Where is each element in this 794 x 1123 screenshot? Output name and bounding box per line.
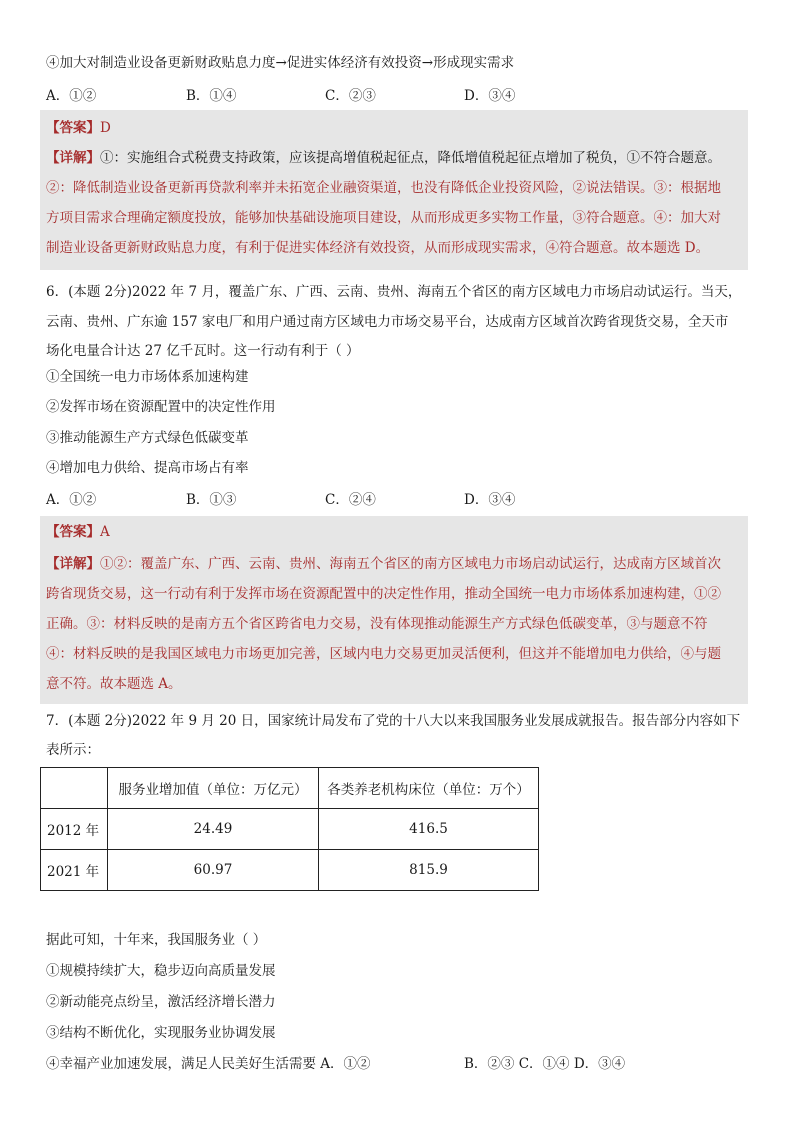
q5-detail-tag: 【详解】 (46, 150, 100, 166)
q6-answer-tag: 【答案】 (46, 524, 100, 540)
q6-detail-line-5: 意不符。故本题选 A。 (46, 676, 182, 692)
table-cell: 815.9 (319, 850, 539, 891)
q7-stem-line-2: 表所示： (46, 742, 100, 758)
q5-answer-box (40, 110, 748, 270)
q6-option-a: A．①② (46, 492, 97, 508)
q5-answer: D (100, 120, 111, 136)
q6-answer-box (40, 516, 748, 704)
table-cell: 24.49 (108, 809, 319, 850)
q7-stem-line-1: 7．(本题 2分)2022 年 9 月 20 日，国家统计局发布了党的十八大以来我国服务业发展成就报告。报告部分内容如下 (46, 713, 741, 729)
q5-detail-line-4: 制造业设备更新财政贴息力度，有利于促进实体经济有效投资，从而形成现实需求，④符合题意。故本题选 D。 (46, 240, 710, 256)
q7-item-4: ④幸福产业加速发展，满足人民美好生活需要 A．①② (46, 1056, 371, 1072)
q5-item-4: ④加大对制造业设备更新财政贴息力度→促进实体经济有效投资→形成现实需求 (46, 55, 515, 71)
q7-item-2: ②新动能亮点纷呈，激活经济增长潜力 (46, 994, 276, 1010)
q6-option-c: C．②④ (325, 492, 376, 508)
table-cell: 416.5 (319, 809, 539, 850)
table-header-cell: 各类养老机构床位（单位：万个） (319, 768, 539, 809)
q5-detail-line-2: ②：降低制造业设备更新再贷款利率并未拓宽企业融资渠道，也没有降低企业投资风险，②说法错误。③：根据地 (46, 180, 721, 196)
q5-detail-line-1 (46, 148, 721, 168)
q5-option-c: C．②③ (325, 88, 376, 104)
q7-item-3: ③结构不断优化，实现服务业协调发展 (46, 1025, 276, 1041)
table-row (41, 850, 539, 891)
q5-option-d: D．③④ (464, 88, 516, 104)
q6-stem-line-3: 场化电量合计达 27 亿千瓦时。这一行动有利于（ ） (46, 343, 360, 359)
q6-answer-line (46, 522, 110, 542)
q5-option-a: A．①② (46, 88, 97, 104)
q6-detail-line-3: 正确。③：材料反映的是南方五个省区跨省电力交易，没有体现推动能源生产方式绿色低碳变革，③与题意不符 (46, 616, 708, 632)
table-header-row (41, 768, 539, 809)
q6-item-3: ③推动能源生产方式绿色低碳变革 (46, 430, 249, 446)
q7-item-1: ①规模持续扩大，稳步迈向高质量发展 (46, 963, 276, 979)
q6-stem-line-1: 6．(本题 2分)2022 年 7 月，覆盖广东、广西、云南、贵州、海南五个省区的南方区域电力市场启动试运行。当天， (46, 284, 742, 300)
q6-detail-text-1: ①②：覆盖广东、广西、云南、贵州、海南五个省区的南方区域电力市场启动试运行，达成南方区域首次 (100, 556, 721, 572)
q5-answer-tag: 【答案】 (46, 120, 100, 136)
table-header-cell (41, 768, 108, 809)
q6-detail-line-1 (46, 554, 721, 574)
q5-option-b: B．①④ (186, 88, 237, 104)
table-header-cell: 服务业增加值（单位：万亿元） (108, 768, 319, 809)
q6-option-b: B．①③ (186, 492, 237, 508)
q7-question: 据此可知，十年来，我国服务业（ ） (46, 932, 267, 948)
q7-data-table (40, 767, 539, 891)
q6-detail-line-4: ④：材料反映的是我国区域电力市场更加完善，区域内电力交易更加灵活便利，但这并不能增加电力供给，④与题 (46, 646, 721, 662)
q6-answer: A (100, 524, 110, 540)
q6-item-1: ①全国统一电力市场体系加速构建 (46, 369, 249, 385)
table-cell: 2021 年 (41, 850, 108, 891)
q6-item-4: ④增加电力供给、提高市场占有率 (46, 460, 249, 476)
table-cell: 2012 年 (41, 809, 108, 850)
q6-detail-line-2: 跨省现货交易，这一行动有利于发挥市场在资源配置中的决定性作用，推动全国统一电力市场体系加速构建，①② (46, 586, 721, 602)
q7-trailing-options: B．②③ C．①④ D．③④ (464, 1056, 626, 1072)
table-cell: 60.97 (108, 850, 319, 891)
q6-option-d: D．③④ (464, 492, 516, 508)
q6-stem-line-2: 云南、贵州、广东逾 157 家电厂和用户通过南方区域电力市场交易平台，达成南方区域首次跨省现货交易，全天市 (46, 314, 729, 330)
q5-answer-line (46, 118, 111, 138)
q6-detail-tag: 【详解】 (46, 556, 100, 572)
q6-item-2: ②发挥市场在资源配置中的决定性作用 (46, 399, 276, 415)
q5-detail-line-3: 方项目需求合理确定额度投放，能够加快基础设施项目建设，从而形成更多实物工作量，③符合题意。④：加大对 (46, 210, 721, 226)
table-row (41, 809, 539, 850)
q5-detail-text-1: ①：实施组合式税费支持政策，应该提高增值税起征点，降低增值税起征点增加了税负，①不符合题意。 (100, 150, 721, 166)
